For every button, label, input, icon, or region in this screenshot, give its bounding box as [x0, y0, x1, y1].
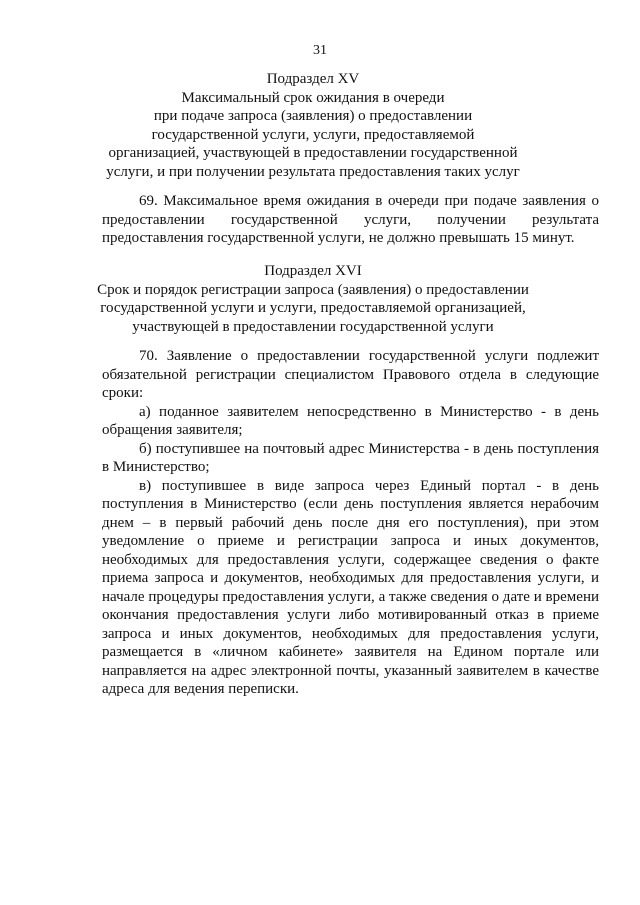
paragraph-line: днем – в первый рабочий день после дня его поступления), при этом — [102, 514, 599, 531]
paragraph-line: запроса и иных документов, необходимых для предоставления услуги, — [102, 625, 599, 642]
page-number: 31 — [313, 43, 327, 58]
paragraph-line: поступления в Министерство (если день поступления является нерабочим — [102, 496, 599, 512]
paragraph-line: размещается в «личном кабинете» заявителя на Едином портале или — [102, 644, 599, 660]
paragraph-line: обязательной регистрации специалистом Правового отдела в следующие — [102, 366, 599, 383]
heading-line: Срок и порядок регистрации запроса (заявления) о предоставлении — [97, 281, 529, 298]
paragraph-70 — [102, 347, 599, 699]
paragraph-line: необходимых для предоставления услуги, содержащее сведения о факте — [102, 551, 599, 568]
paragraph-line: в) поступившее в виде запроса через Единый портал - в день — [139, 477, 599, 494]
heading-line: государственной услуги, услуги, предоставляемой — [151, 126, 475, 143]
paragraph-69 — [102, 192, 599, 248]
paragraph-line: б) поступившее на почтовый адрес Министерства - в день поступления — [139, 440, 599, 457]
heading-title: Подраздел XV — [266, 71, 360, 87]
paragraph-line: а) поданное заявителем непосредственно в Министерство - в день — [139, 403, 599, 420]
heading-line: государственной услуги и услуги, предоставляемой организацией, — [100, 300, 526, 316]
paragraph-line: начале процедуры предоставления услуги, а также сведения о дате и времени — [102, 588, 599, 605]
subsection-heading-xv — [90, 70, 536, 181]
paragraph-line: 69. Максимальное время ожидания в очереди при подаче заявления о — [139, 193, 599, 209]
paragraph-line: приема запроса и документов, необходимых для предоставления услуги, и — [102, 570, 599, 586]
paragraph-line: предоставлении государственной услуги, получении результата — [102, 211, 599, 228]
subsection-heading-xvi — [90, 262, 536, 336]
heading-line: при подаче запроса (заявления) о предоставлении — [153, 108, 473, 124]
heading-line: услуги, и при получении результата предоставления таких услуг — [106, 163, 520, 180]
heading-line: Максимальный срок ожидания в очереди — [181, 89, 445, 106]
paragraph-line: адреса для ведения переписки. — [102, 681, 299, 697]
paragraph-line: в Министерство; — [102, 459, 210, 475]
paragraph-line: 70. Заявление о предоставлении государственной услуги подлежит — [139, 348, 599, 364]
paragraph-line: уведомление о приеме и регистрации запроса и иных документов, — [102, 533, 599, 549]
paragraph-line: окончания предоставления услуги либо мотивированный отказ в приеме — [102, 607, 599, 623]
paragraph-line: предоставления государственной услуги, не должно превышать 15 минут. — [102, 230, 575, 246]
heading-line: участвующей в предоставлении государственной услуги — [132, 318, 494, 335]
heading-title: Подраздел XVI — [264, 263, 362, 279]
paragraph-line: направляется на адрес электронной почты, указанный заявителем в качестве — [102, 662, 599, 679]
heading-line: организацией, участвующей в предоставлении государственной — [108, 145, 518, 161]
paragraph-line: сроки: — [102, 385, 144, 401]
paragraph-line: обращения заявителя; — [102, 422, 243, 438]
